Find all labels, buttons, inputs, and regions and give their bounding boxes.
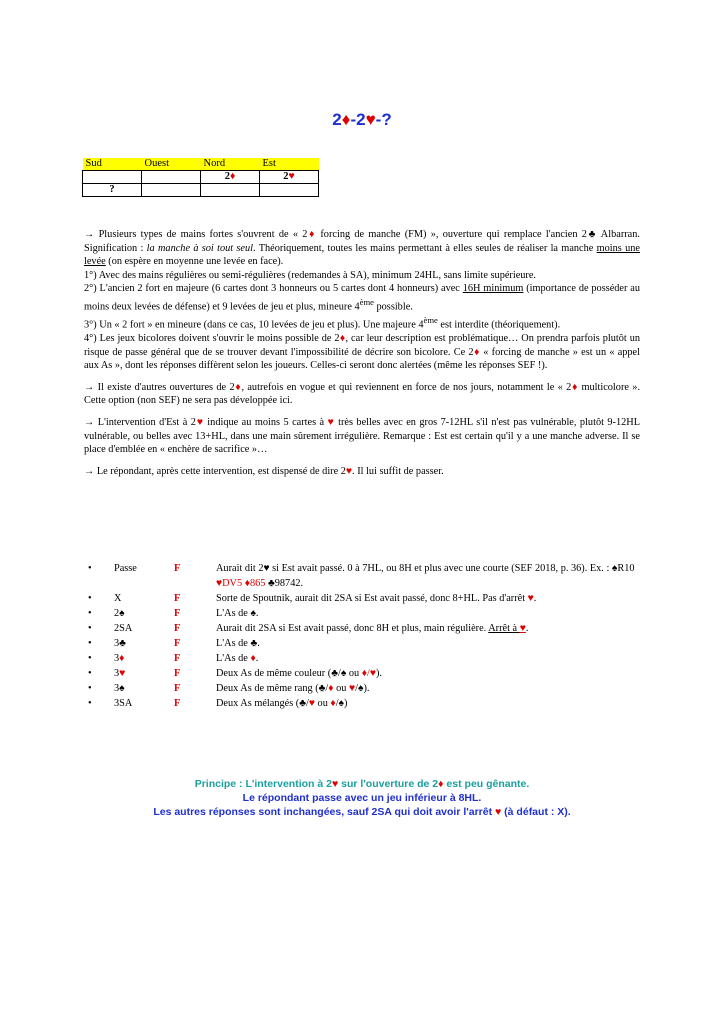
cell-r2-ouest: [142, 184, 201, 197]
paragraph-other-openings: → Il existe d'autres ouvertures de 2♦, autrefois en vogue et qui reviennent en force de nos jours, notamment le « 2♦ multicolore ». Cette option (non SEF) ne sera pas développée ici.: [84, 381, 641, 407]
responses-list: [88, 561, 640, 711]
cell-r1-est: 2♥: [260, 171, 319, 184]
principle-line-2: Le répondant passe avec un jeu inférieur à 8HL.: [242, 792, 482, 804]
page-title: 2♦-2♥-?: [332, 110, 392, 129]
heart-suit-icon: ♥: [365, 110, 376, 129]
list-item: • 3♦ F L'As de ♦.: [88, 653, 259, 664]
cell-r2-est: [260, 184, 319, 197]
bullet-icon: •: [88, 698, 92, 709]
item-3: 3°) Un « 2 fort » en mineure (dans ce cas, 10 levées de jeu et plus). Une majeure 4ème est interdite (théoriquement).: [84, 314, 561, 331]
paragraph-responder: → Le répondant, après cette intervention, est dispensé de dire 2♥. Il lui suffit de passer.: [84, 465, 444, 477]
cell-r1-nord: 2♦: [201, 171, 260, 184]
item-1: 1°) Avec des mains régulières ou semi-régulières (redemandes à SA), minimum 24HL, sans limite supérieure.: [84, 269, 537, 281]
diamond-suit-icon: ♦: [341, 110, 351, 129]
bullet-icon: •: [88, 623, 92, 634]
list-item: • 2♠ F L'As de ♠.: [88, 608, 259, 619]
principle-box: [60, 777, 664, 819]
bullet-icon: •: [88, 593, 92, 604]
list-item: • 3SA F Deux As mélangés (♣/♥ ou ♦/♠): [88, 698, 348, 709]
main-text: [84, 228, 640, 478]
cell-r2-sud: ?: [83, 184, 142, 197]
list-item: • X F Sorte de Spoutnik, aurait dit 2SA si Est avait passé, donc 8+HL. Pas d'arrêt ♥.: [88, 593, 537, 604]
paragraph-intro: → Plusieurs types de mains fortes s'ouvrent de « 2♦ forcing de manche (FM) », ouverture qui remplace l'ancien 2♣ Albarran. Signification : la manche à soi tout seul. Théoriquement, toutes les mains permettant à elles seules de réaliser la manche moins une levée (on espère en moyenne une levée en face).: [84, 229, 640, 268]
principle-line-3: Les autres réponses sont inchangées, sauf 2SA qui doit avoir l'arrêt ♥ (à défaut : X).: [153, 806, 571, 818]
list-item: • Passe F Aurait dit 2♥ si Est avait passé. 0 à 7HL, ou 8H et plus avec une courte (SEF 2018, p. 36). Ex. : ♠R10 ♥DV5 ♦865 ♣98742.: [88, 563, 635, 589]
bullet-icon: •: [88, 653, 92, 664]
bullet-icon: •: [88, 563, 92, 574]
header-est: Est: [260, 158, 319, 171]
bullet-icon: •: [88, 638, 92, 649]
list-item: • 2SA F Aurait dit 2SA si Est avait passé, donc 8H et plus, main régulière. Arrêt à ♥.: [88, 623, 529, 634]
item-2: 2°) L'ancien 2 fort en majeure (6 cartes dont 3 honneurs ou 5 cartes dont 4 honneurs) avec 16H minimum (importance de posséder au moins deux levées de défense) et 9 levées de jeu et plus, mineure 4ème possible.: [84, 283, 641, 313]
header-nord: Nord: [201, 158, 260, 171]
header-sud: Sud: [83, 158, 142, 171]
paragraph-intervention: → L'intervention d'Est à 2♥ indique au moins 5 cartes à ♥ très belles avec en gros 7-12HL s'il n'est pas vulnérable, plutôt 9-12HL vulnérable, ou belles avec 13+HL, dans une main sûrement irrégulière. Remarque : Est est certain qu'il y a une manche adverse. Il se place d'emblée en « enchère de sacrifice »…: [84, 416, 641, 456]
header-ouest: Ouest: [142, 158, 201, 171]
cell-r1-ouest: [142, 171, 201, 184]
bullet-icon: •: [88, 683, 92, 694]
list-item: • 3♣ F L'As de ♣.: [88, 638, 260, 649]
list-item: • 3♠ F Deux As de même rang (♣/♦ ou ♥/♠).: [88, 683, 370, 694]
cell-r1-sud: [83, 171, 142, 184]
principle-line-1: Principe : L'intervention à 2♥ sur l'ouverture de 2♦ est peu gênante.: [194, 778, 530, 790]
bullet-icon: •: [88, 668, 92, 679]
cell-r2-nord: [201, 184, 260, 197]
list-item: • 3♥ F Deux As de même couleur (♣/♠ ou ♦/♥).: [88, 668, 383, 679]
bidding-table: [82, 158, 319, 197]
item-4: 4°) Les jeux bicolores doivent s'ouvrir le moins possible de 2♦, car leur description est problématique… On prendra parfois plutôt un risque de passe général que de se trouver devant l'impossibilité de décrire son bicolore. Ce 2♦ « forcing de manche » est un « appel aux As », dont les réponses diffèrent selon les joueurs. Celles-ci seront donc alertées (même les réponses SEF !).: [84, 333, 640, 372]
bullet-icon: •: [88, 608, 92, 619]
